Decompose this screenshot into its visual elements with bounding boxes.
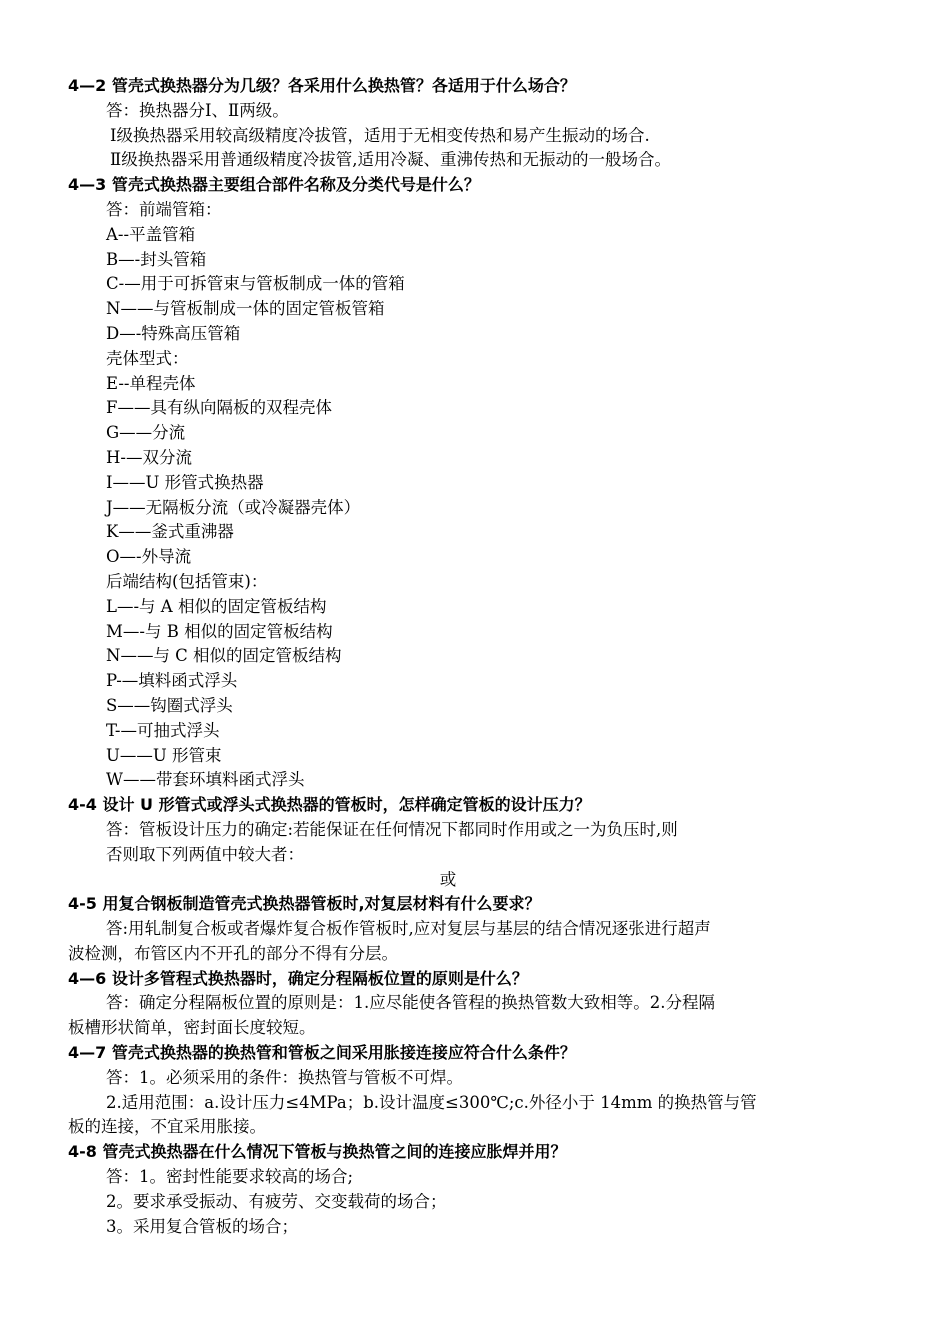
answer-line: 答：换热器分Ⅰ、Ⅱ两级。 [106, 100, 289, 120]
section-label: 后端结构(包括管束)： [106, 571, 268, 591]
code-item: P-—填料函式浮头 [106, 671, 238, 691]
answer-line: 2。要求承受振动、有疲劳、交变载荷的场合； [106, 1191, 447, 1211]
answer-line: 板的连接，不宜采用胀接。 [68, 1117, 266, 1137]
question-4-4-title: 4-4 设计 U 形管式或浮头式换热器的管板时，怎样确定管板的设计压力？ [68, 795, 591, 815]
code-item: O—-外导流 [106, 547, 192, 567]
answer-line: 答:用轧制复合板或者爆炸复合板作管板时,应对复层与基层的结合情况逐张进行超声 [106, 919, 711, 939]
answer-line: Ⅱ级换热器采用普通级精度冷拔管,适用冷凝、重沸传热和无振动的一般场合。 [110, 150, 671, 170]
question-4-7-title: 4—7 管壳式换热器的换热管和管板之间采用胀接连接应符合什么条件？ [68, 1043, 576, 1063]
code-item: I——U 形管式换热器 [106, 472, 264, 492]
code-item: G——分流 [106, 423, 186, 443]
answer-line: 3。采用复合管板的场合； [106, 1216, 298, 1236]
answer-center-or: 或 [439, 869, 457, 889]
question-4-3-title: 4—3 管壳式换热器主要组合部件名称及分类代号是什么？ [68, 175, 480, 195]
answer-line: 2.适用范围：a.设计压力≤4MPa；b.设计温度≤300℃;c.外径小于 14mm 的换热管与管 [106, 1092, 757, 1112]
code-item: N——与管板制成一体的固定管板管箱 [106, 299, 385, 319]
code-item: F——具有纵向隔板的双程壳体 [106, 398, 332, 418]
answer-line: 答：1。密封性能要求较高的场合; [106, 1167, 354, 1187]
answer-line: 答：确定分程隔板位置的原则是：1.应尽能使各管程的换热管数大致相等。2.分程隔 [106, 993, 715, 1013]
code-item: B—-封头管箱 [106, 249, 207, 269]
answer-line: 答：管板设计压力的确定:若能保证在任何情况下都同时作用或之一为负压时,则 [106, 819, 678, 839]
answer-line: 板槽形状简单，密封面长度较短。 [68, 1018, 316, 1038]
code-item: S——钩圈式浮头 [106, 695, 233, 715]
code-item: W——带套环填料函式浮头 [106, 770, 305, 790]
answer-line: 答：1。必须采用的条件：换热管与管板不可焊。 [106, 1067, 463, 1087]
code-item: L—-与 A 相似的固定管板结构 [106, 596, 327, 616]
code-item: J——无隔板分流（或冷凝器壳体） [106, 497, 361, 517]
document-page [68, 74, 828, 1239]
question-4-8-title: 4-8 管壳式换热器在什么情况下管板与换热管之间的连接应胀焊并用？ [68, 1142, 567, 1162]
answer-line: Ⅰ级换热器采用较高级精度冷拔管，适用于无相变传热和易产生振动的场合. [110, 125, 650, 145]
code-item: U——U 形管束 [106, 745, 222, 765]
answer-line: 答：前端管箱： [106, 199, 222, 219]
code-item: C-—用于可拆管束与管板制成一体的管箱 [106, 274, 405, 294]
answer-line: 否则取下列两值中较大者： [106, 844, 304, 864]
code-item: K——釜式重沸器 [106, 522, 234, 542]
question-4-6-title: 4—6 设计多管程式换热器时，确定分程隔板位置的原则是什么？ [68, 968, 528, 988]
code-item: E--单程壳体 [106, 373, 196, 393]
section-label: 壳体型式： [106, 348, 189, 368]
code-item: N——与 C 相似的固定管板结构 [106, 646, 342, 666]
question-4-2-title: 4—2 管壳式换热器分为几级？各采用什么换热管？各适用于什么场合？ [68, 76, 576, 95]
code-item: H-—双分流 [106, 447, 192, 467]
code-item: D—-特殊高压管箱 [106, 323, 241, 343]
code-item: T-—可抽式浮头 [106, 720, 220, 740]
answer-line: 波检测，布管区内不开孔的部分不得有分层。 [68, 943, 398, 963]
question-4-5-title: 4-5 用复合钢板制造管壳式换热器管板时,对复层材料有什么要求？ [68, 894, 541, 914]
code-item: M—-与 B 相似的固定管板结构 [106, 621, 333, 641]
code-item: A--平盖管箱 [106, 224, 196, 244]
